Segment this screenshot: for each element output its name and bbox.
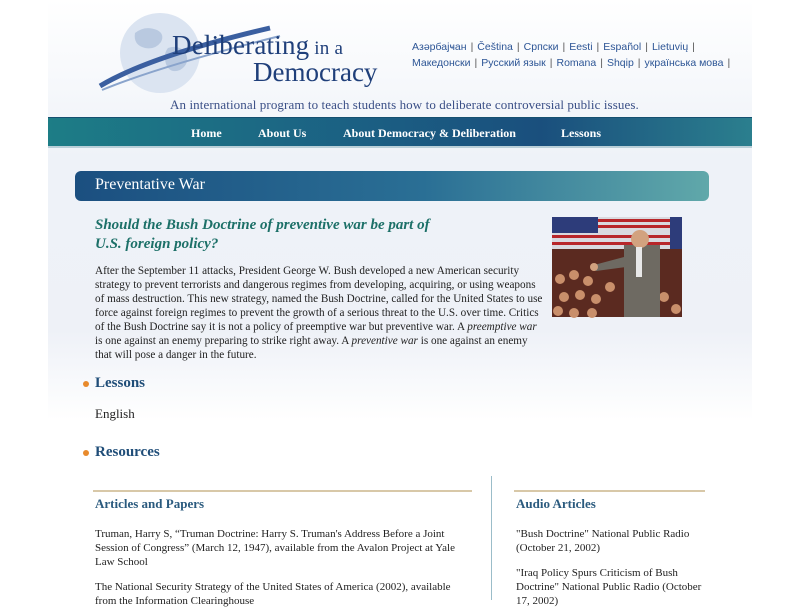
audio-link[interactable]: "Bush Doctrine" National Public Radio (October 21, 2002) — [516, 528, 690, 554]
intro-emphasis: preemptive war — [467, 321, 537, 333]
intro-text: is one against an enemy preparing to strike right away. A — [95, 335, 352, 347]
column-divider — [491, 476, 492, 600]
logo-word-in-a: in a — [309, 38, 344, 59]
article-link[interactable]: Truman, Harry S, “Truman Doctrine: Harry S. Truman's Address Before a Joint Session of Congress” (March 12, 1947), available from the Avalon Project at Yale Law School — [95, 528, 455, 568]
resources-bullet-icon — [83, 450, 89, 456]
main-nav — [48, 117, 752, 148]
lang-link[interactable]: Русский язык — [481, 57, 546, 69]
article-link[interactable]: The National Security Strategy of the United States of America (2002), available from the Information Clearinghouse — [95, 581, 451, 607]
page — [48, 0, 752, 607]
site-tagline: An international program to teach students how to deliberate controversial public issues. — [170, 97, 639, 112]
lessons-heading: Lessons — [95, 375, 146, 391]
lang-link[interactable]: Shqip — [606, 57, 634, 69]
intro-emphasis: preventive war — [351, 335, 418, 347]
question-line-1: Should the Bush Doctrine of preventive war be part of — [95, 217, 430, 233]
nav-lessons[interactable]: Lessons — [561, 126, 602, 140]
page-title: Preventative War — [95, 176, 205, 193]
language-row-2: Македонски | Русский язык | Romana | Shqip | українська мова | — [412, 57, 731, 69]
page-title-bar — [75, 171, 709, 201]
lang-link[interactable]: Español — [603, 41, 642, 53]
lesson-link-english[interactable]: English — [95, 406, 135, 421]
audio-heading: Audio Articles — [516, 496, 596, 511]
lang-link[interactable]: українська мова — [644, 57, 724, 69]
site-header — [48, 0, 752, 116]
articles-heading: Articles and Papers — [95, 496, 205, 511]
guiding-question — [95, 216, 515, 254]
lessons-bullet-icon — [83, 381, 89, 387]
site-logo-line2[interactable]: Democracy — [253, 57, 378, 87]
intro-text: After the September 11 attacks, President George W. Bush developed a new American security strategy to prevent terrorists and dangerous regimes from developing, acquiring, or using weapons of mass destruction. This new strategy, named the Bush Doctrine, called for the United States to use force against foreign regimes to prevent the growth of a serious threat to the U.S. over time. Critics of the Bush Doctrine say it is not a policy of preemptive war but preventive war. A — [95, 265, 543, 333]
lang-link[interactable]: Lietuvių — [651, 41, 689, 53]
nav-home[interactable]: Home — [191, 126, 222, 140]
articles-divider — [93, 490, 472, 492]
lang-link[interactable]: Romana — [556, 57, 597, 69]
lang-link[interactable]: Čeština — [477, 41, 513, 53]
intro-text: is one against an enemy that will pose a danger in the future. — [95, 335, 528, 361]
nav-about-us[interactable]: About Us — [258, 126, 307, 140]
question-line-2: U.S. foreign policy? — [95, 236, 219, 252]
logo-word-deliberating: Deliberating — [172, 30, 310, 60]
lang-link[interactable]: Македонски — [412, 57, 471, 69]
language-row-1: Азәрбајҹан | Čeština | Српски | Eesti | Español | Lietuvių | — [412, 41, 695, 53]
audio-link[interactable]: "Iraq Policy Spurs Criticism of Bush Doctrine" National Public Radio (October 17, 2002) — [516, 567, 702, 607]
lang-link[interactable]: Српски — [523, 41, 559, 53]
audio-divider — [514, 490, 705, 492]
bush-speech-photo — [552, 217, 682, 317]
nav-about-democracy-deliberation[interactable]: About Democracy & Deliberation — [343, 126, 516, 140]
intro-paragraph — [95, 264, 543, 362]
resources-heading: Resources — [95, 444, 160, 460]
lang-link[interactable]: Азәрбајҹан — [412, 41, 467, 53]
lang-link[interactable]: Eesti — [569, 41, 593, 53]
